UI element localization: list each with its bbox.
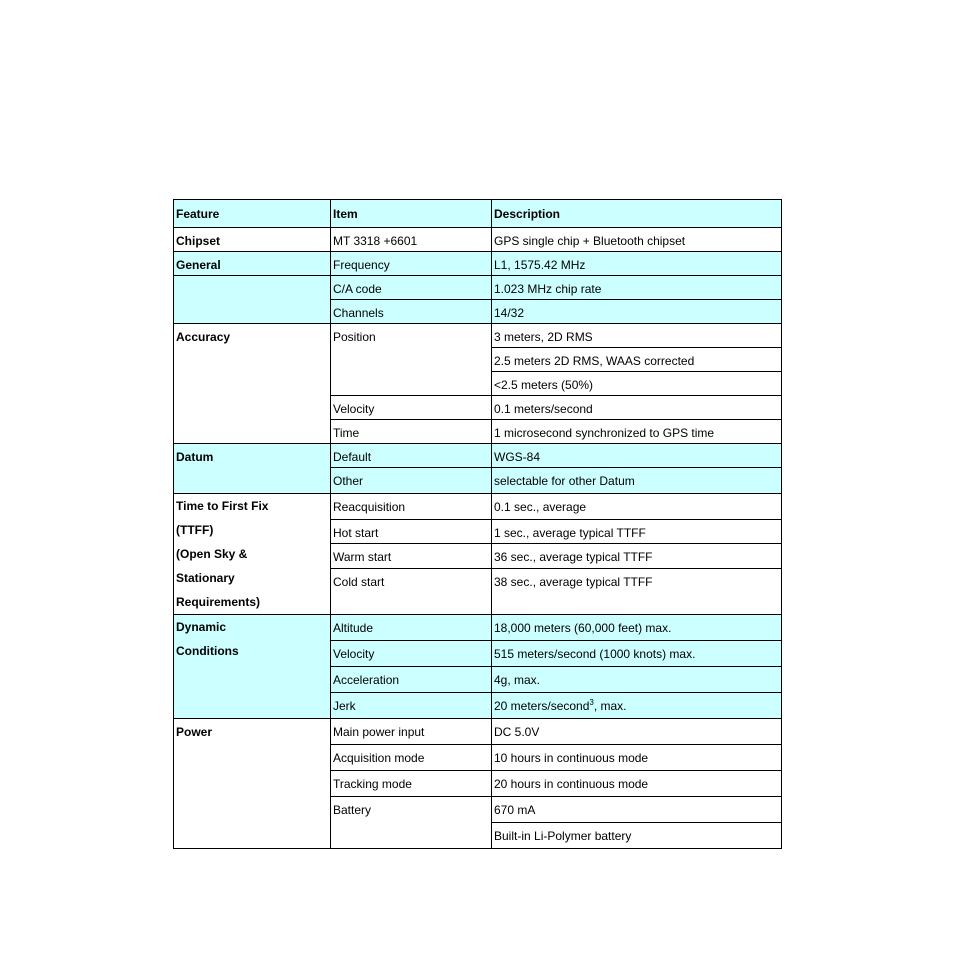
item-cell: Warm start	[331, 544, 492, 568]
header-feature: Feature	[174, 200, 331, 228]
feature-chipset: Chipset	[174, 228, 331, 252]
description-cell: 0.1 meters/second	[492, 396, 782, 420]
description-cell: L1, 1575.42 MHz	[492, 252, 782, 276]
item-cell: Time	[331, 420, 492, 444]
description-cell: WGS-84	[492, 444, 782, 468]
feature-power: Power	[174, 719, 331, 849]
description-cell: 18,000 meters (60,000 feet) max.	[492, 615, 782, 641]
item-cell: Hot start	[331, 520, 492, 544]
description-cell: 670 mA	[492, 797, 782, 823]
item-cell: Channels	[331, 300, 492, 324]
item-cell: Tracking mode	[331, 771, 492, 797]
description-cell: 1.023 MHz chip rate	[492, 276, 782, 300]
header-item: Item	[331, 200, 492, 228]
item-cell: Acquisition mode	[331, 745, 492, 771]
item-cell: Altitude	[331, 615, 492, 641]
table-row	[174, 494, 782, 520]
description-cell: 20 meters/second$^3$, max.	[492, 693, 782, 719]
item-cell: C/A code	[331, 276, 492, 300]
header-row	[174, 200, 782, 228]
description-cell: 10 hours in continuous mode	[492, 745, 782, 771]
feature-dynamic: Dynamic Conditions	[174, 615, 331, 719]
item-cell: Default	[331, 444, 492, 468]
item-cell: Battery	[331, 797, 492, 849]
item-cell: Reacquisition	[331, 494, 492, 520]
item-cell: Velocity	[331, 641, 492, 667]
description-cell: Built-in Li-Polymer battery	[492, 823, 782, 849]
description-cell: 515 meters/second (1000 knots) max.	[492, 641, 782, 667]
description-cell: selectable for other Datum	[492, 468, 782, 494]
description-cell: 36 sec., average typical TTFF	[492, 544, 782, 568]
table-row	[174, 276, 782, 300]
item-cell: Velocity	[331, 396, 492, 420]
description-cell: GPS single chip + Bluetooth chipset	[492, 228, 782, 252]
description-cell: 14/32	[492, 300, 782, 324]
description-cell: 2.5 meters 2D RMS, WAAS corrected	[492, 348, 782, 372]
item-cell: Cold start	[331, 568, 492, 614]
description-cell: 1 microsecond synchronized to GPS time	[492, 420, 782, 444]
feature-general-continued	[174, 276, 331, 324]
description-cell: 4g, max.	[492, 667, 782, 693]
item-cell: Frequency	[331, 252, 492, 276]
table-row	[174, 252, 782, 276]
description-cell: 1 sec., average typical TTFF	[492, 520, 782, 544]
description-cell: 3 meters, 2D RMS	[492, 324, 782, 348]
spec-table	[173, 199, 782, 849]
item-cell: Acceleration	[331, 667, 492, 693]
table-row	[174, 719, 782, 745]
description-cell: 20 hours in continuous mode	[492, 771, 782, 797]
description-cell: 0.1 sec., average	[492, 494, 782, 520]
feature-ttff: Time to First Fix (TTFF) (Open Sky & Stationary Requirements)	[174, 494, 331, 615]
item-cell: Position	[331, 324, 492, 396]
table-row	[174, 615, 782, 641]
feature-general: General	[174, 252, 331, 276]
description-cell: <2.5 meters (50%)	[492, 372, 782, 396]
table-row	[174, 324, 782, 348]
description-cell: DC 5.0V	[492, 719, 782, 745]
item-cell: Jerk	[331, 693, 492, 719]
item-cell: Other	[331, 468, 492, 494]
feature-accuracy: Accuracy	[174, 324, 331, 444]
header-description: Description	[492, 200, 782, 228]
table-row	[174, 444, 782, 468]
description-cell: 38 sec., average typical TTFF	[492, 568, 782, 614]
item-cell: Main power input	[331, 719, 492, 745]
table-row	[174, 228, 782, 252]
item-cell: MT 3318 +6601	[331, 228, 492, 252]
feature-datum: Datum	[174, 444, 331, 494]
